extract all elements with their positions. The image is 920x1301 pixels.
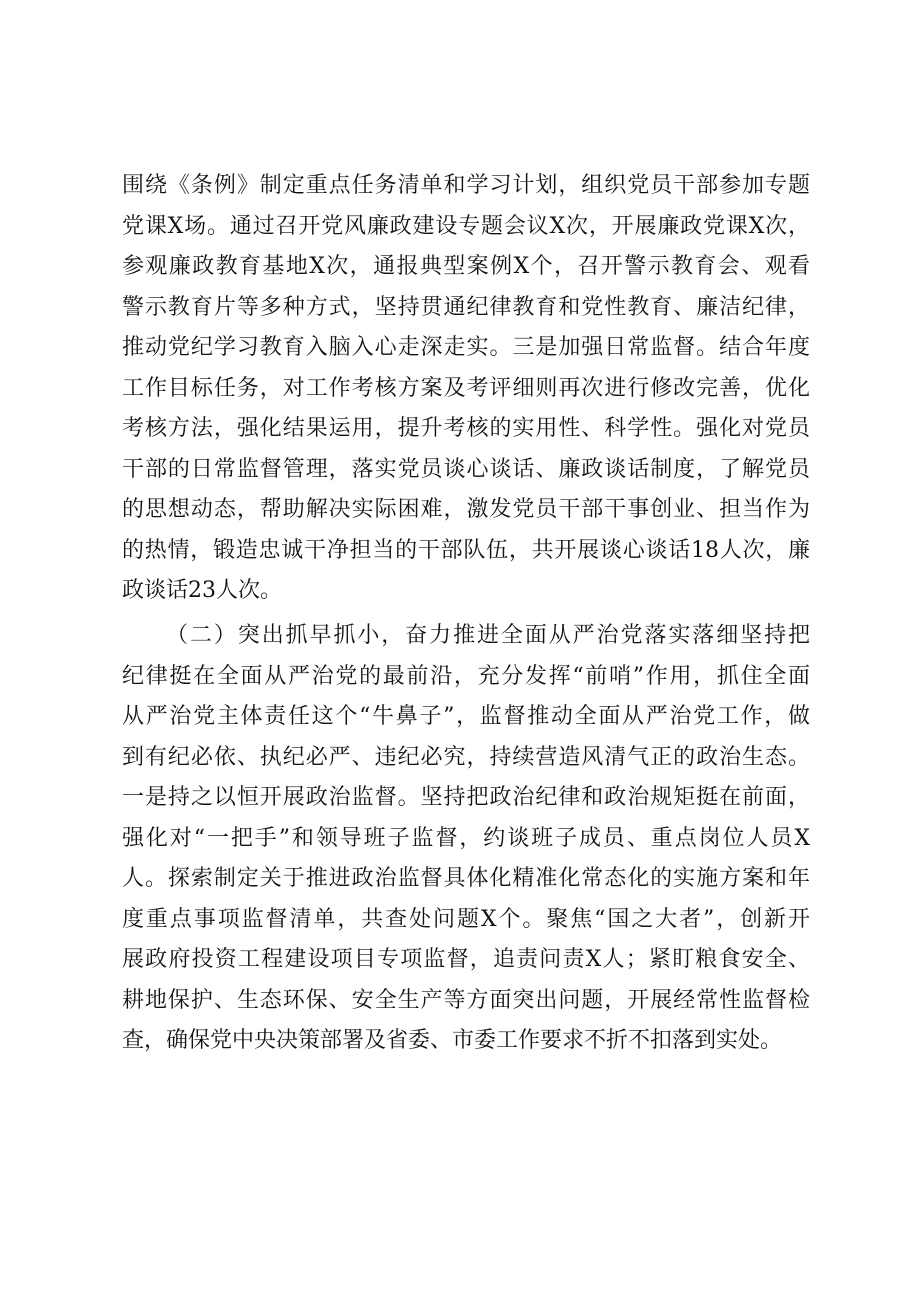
paragraph-2-line: 度重点事项监督清单，共查处问题X个。聚焦“国之大者”，创新开 xyxy=(122,906,810,932)
paragraph-1-line: 工作目标任务，对工作考核方案及考评细则再次进行修改完善，优化 xyxy=(122,375,810,401)
paragraph-1-line: 干部的日常监督管理，落实党员谈心谈话、廉政谈话制度，了解党员 xyxy=(122,456,810,482)
paragraph-2 xyxy=(122,616,810,1062)
paragraph-1-line: 的热情，锻造忠诚干净担当的干部队伍，共开展谈心谈话18人次，廉 xyxy=(122,537,810,563)
paragraph-2-line: 从严治党主体责任这个“牛鼻子”，监督推动全面从严治党工作，做 xyxy=(122,704,810,729)
paragraph-2-line: 展政府投资工程建设项目专项监督，追责问责X人；紧盯粮食安全、 xyxy=(122,947,810,972)
paragraph-2-line: 一是持之以恒开展政治监督。坚持把政治纪律和政治规矩挺在前面， xyxy=(122,785,810,810)
paragraph-2-line: 到有纪必依、执纪必严、违纪必究，持续营造风清气正的政治生态。 xyxy=(122,744,810,770)
paragraph-2-heading-line: （二）突出抓早抓小，奋力推进全面从严治党落实落细坚持把 xyxy=(166,623,810,648)
paragraph-1-line: 的思想动态，帮助解决实际困难，激发党员干部干事创业、担当作为 xyxy=(122,497,810,522)
paragraph-1-line: 围绕《条例》制定重点任务清单和学习计划，组织党员干部参加专题 xyxy=(122,173,810,198)
paragraph-2-line: 查，确保党中央决策部署及省委、市委工作要求不折不扣落到实处。 xyxy=(122,1028,783,1053)
paragraph-2-line: 强化对“一把手”和领导班子监督，约谈班子成员、重点岗位人员X xyxy=(122,825,810,851)
paragraph-1-line: 政谈话23人次。 xyxy=(122,578,282,603)
paragraph-2-line: 人。探索制定关于推进政治监督具体化精准化常态化的实施方案和年 xyxy=(122,866,810,891)
paragraph-1-line: 考核方法，强化结果运用，提升考核的实用性、科学性。强化对党员 xyxy=(122,416,810,441)
paragraph-2-line: 耕地保护、生态环保、安全生产等方面突出问题，开展经常性监督检 xyxy=(122,987,810,1013)
paragraph-1-line: 党课X场。通过召开党风廉政建设专题会议X次，开展廉政党课X次， xyxy=(122,213,810,239)
paragraph-1-line: 参观廉政教育基地X次，通报典型案例X个，召开警示教育会、观看 xyxy=(122,254,810,279)
paragraph-1-line: 推动党纪学习教育入脑入心走深走实。三是加强日常监督。结合年度 xyxy=(122,335,810,360)
paragraph-1 xyxy=(122,166,810,612)
paragraph-2-line: 纪律挺在全面从严治党的最前沿，充分发挥“前哨”作用，抓住全面 xyxy=(122,663,810,689)
paragraph-1-line: 警示教育片等多种方式，坚持贯通纪律教育和党性教育、廉洁纪律， xyxy=(122,294,810,320)
